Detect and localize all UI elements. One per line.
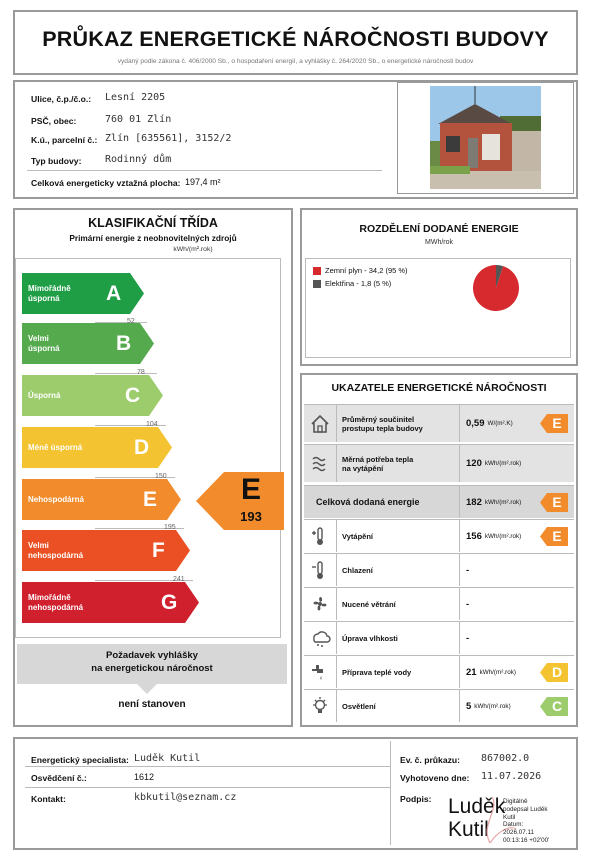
class-label-g: Mimořádně nehospodárná [28, 592, 84, 612]
requirement-value: není stanoven [118, 699, 186, 710]
street-label: Ulice, č.p./č.o.: [31, 94, 92, 104]
energy-pie-chart [472, 264, 520, 312]
current-class-value: 193 [240, 509, 262, 524]
indicator-row [304, 553, 574, 586]
classification-unit: kWh/(m².rok) [173, 246, 213, 253]
classification-subtitle: Primární energie z neobnovitelných zdrojů [69, 233, 237, 243]
ku-value: Zlín [635561], 3152/2 [105, 133, 232, 144]
requirement-title: Požadavek vyhlášky na energetickou náročnost [91, 650, 213, 674]
indicator-value: 5 kWh/(m².rok) [466, 700, 511, 712]
class-label-c: Úsporná [28, 390, 61, 400]
distribution-title: ROZDĚLENÍ DODANÉ ENERGIE [359, 223, 519, 235]
class-label-a: Mimořádně úsporná [28, 283, 71, 303]
certificate-label: Osvědčení č.: [31, 773, 87, 783]
indicator-label: Celková dodaná energie [316, 496, 420, 507]
requirement-pointer [136, 683, 158, 694]
indicator-class-badge: E [540, 527, 568, 546]
indicator-row [304, 404, 574, 442]
indicator-label: Vytápění [342, 531, 373, 541]
indicator-value: 120 kWh/(m².rok) [466, 458, 522, 469]
document-title: PRŮKAZ ENERGETICKÉ NÁROČNOSTI BUDOVY [42, 27, 549, 51]
class-letter-d: D [134, 436, 150, 459]
thermometer-minus-icon [304, 554, 337, 586]
pie-slice-gas [473, 265, 519, 311]
water-tap-icon [304, 656, 337, 688]
indicator-row [304, 519, 574, 552]
specialist-label: Energetický specialista: [31, 755, 129, 765]
class-boundary-value: 150 [155, 473, 167, 480]
indicator-value: - [466, 632, 470, 644]
digital-signature-text: Digitálně podepsal Luděk Kutil Datum: 2026.07.11 00:13:16 +02'00' [503, 798, 550, 844]
indicator-class-badge: C [540, 697, 568, 716]
class-label-f: Velmi nehospodárná [28, 540, 84, 560]
class-boundary-value: 241 [173, 576, 185, 583]
signature-label: Podpis: [400, 794, 432, 804]
humidity-cloud-icon [304, 622, 337, 654]
contact-value: kbkutil@seznam.cz [134, 792, 237, 803]
area-value: 197,4 m² [185, 177, 221, 187]
indicator-row [304, 587, 574, 620]
class-arrow-f [22, 530, 190, 571]
classification-title: KLASIFIKAČNÍ TŘÍDA [88, 216, 218, 230]
legend-item-gas: Zemní plyn - 34,2 (95 %) [313, 266, 408, 275]
indicator-row [304, 621, 574, 654]
indicator-row [304, 444, 574, 482]
class-arrow-c [22, 375, 163, 416]
indicator-label: Průměrný součinitel prostupu tepla budovy [342, 414, 423, 433]
indicator-class-badge: D [540, 663, 568, 682]
signature-name: Luděk Kutil [448, 795, 506, 841]
legend-item-electricity: Elektřina - 1,8 (5 %) [313, 279, 391, 288]
ev-number-label: Ev. č. průkazu: [400, 755, 461, 765]
document-header [13, 10, 578, 75]
indicator-value: 0,59 W/(m².K) [466, 418, 513, 429]
indicator-value: - [466, 598, 470, 610]
class-label-d: Méně úsporná [28, 442, 83, 452]
fan-icon [304, 588, 337, 620]
indicator-label: Nucené větrání [342, 599, 396, 609]
class-label-b: Velmi úsporná [28, 333, 60, 353]
class-letter-f: F [152, 539, 165, 562]
class-arrow-g [22, 582, 199, 623]
house-icon [304, 405, 337, 442]
class-label-e: Nehospodárná [28, 494, 85, 504]
certificate-value: 1612 [134, 772, 155, 782]
class-letter-g: G [161, 591, 178, 614]
class-arrow-e [22, 479, 181, 520]
class-arrow-b [22, 323, 154, 364]
indicator-class-badge: E [540, 493, 568, 512]
heat-waves-icon [304, 445, 337, 482]
indicator-value: - [466, 564, 470, 576]
document-subtitle: vydaný podle zákona č. 406/2000 Sb., o hospodaření energií, a vyhlášky č. 264/2020 Sb., o energetické náročnosti budov [117, 58, 474, 65]
indicators-title: UKAZATELE ENERGETICKÉ NÁROČNOSTI [331, 382, 547, 394]
street-value: Lesní 2205 [105, 92, 166, 103]
indicator-label: Chlazení [342, 565, 373, 575]
building-type-label: Typ budovy: [31, 156, 82, 166]
issue-date-value: 11.07.2026 [481, 771, 542, 782]
indicator-row [304, 655, 574, 688]
indicator-value: 182 kWh/(m².rok) [466, 496, 522, 508]
psc-value: 760 01 Zlín [105, 114, 172, 125]
distribution-unit: MWh/rok [425, 239, 453, 246]
ku-label: K.ú., parcelní č.: [31, 135, 98, 145]
issue-date-label: Vyhotoveno dne: [400, 773, 470, 783]
indicator-label: Úprava vlhkosti [342, 633, 398, 643]
building-type-value: Rodinný dům [105, 154, 172, 165]
indicator-value: 156 kWh/(m².rok) [466, 530, 522, 542]
light-bulb-icon [304, 690, 337, 722]
class-arrow-d [22, 427, 172, 468]
class-boundary-value: 52 [127, 318, 135, 325]
contact-label: Kontakt: [31, 794, 66, 804]
class-boundary-value: 104 [146, 421, 158, 428]
indicator-label: Příprava teplé vody [342, 667, 412, 677]
area-label: Celková energeticky vztažná plocha: [31, 178, 181, 188]
building-photo [430, 86, 541, 189]
indicator-class-badge: E [540, 414, 568, 433]
indicator-label: Osvětlení [342, 701, 376, 711]
class-boundary-value: 78 [137, 369, 145, 376]
class-boundary-value: 195 [164, 524, 176, 531]
indicator-label: Měrná potřeba tepla na vytápění [342, 454, 414, 473]
thermometer-plus-icon [304, 520, 337, 552]
class-letter-e: E [143, 488, 158, 511]
current-class-letter: E [240, 473, 261, 506]
class-letter-a: A [106, 282, 122, 305]
class-letter-b: B [116, 332, 132, 355]
legend-swatch-gas [313, 267, 321, 275]
psc-label: PSČ, obec: [31, 116, 77, 126]
indicator-row [304, 689, 574, 722]
specialist-value: Luděk Kutil [134, 753, 201, 764]
class-letter-c: C [125, 384, 141, 407]
indicator-row [304, 485, 574, 518]
indicator-value: 21 kWh/(m².rok) [466, 666, 516, 678]
class-arrow-a [22, 273, 144, 314]
legend-swatch-electricity [313, 280, 321, 288]
ev-number-value: 867002.0 [481, 753, 530, 764]
